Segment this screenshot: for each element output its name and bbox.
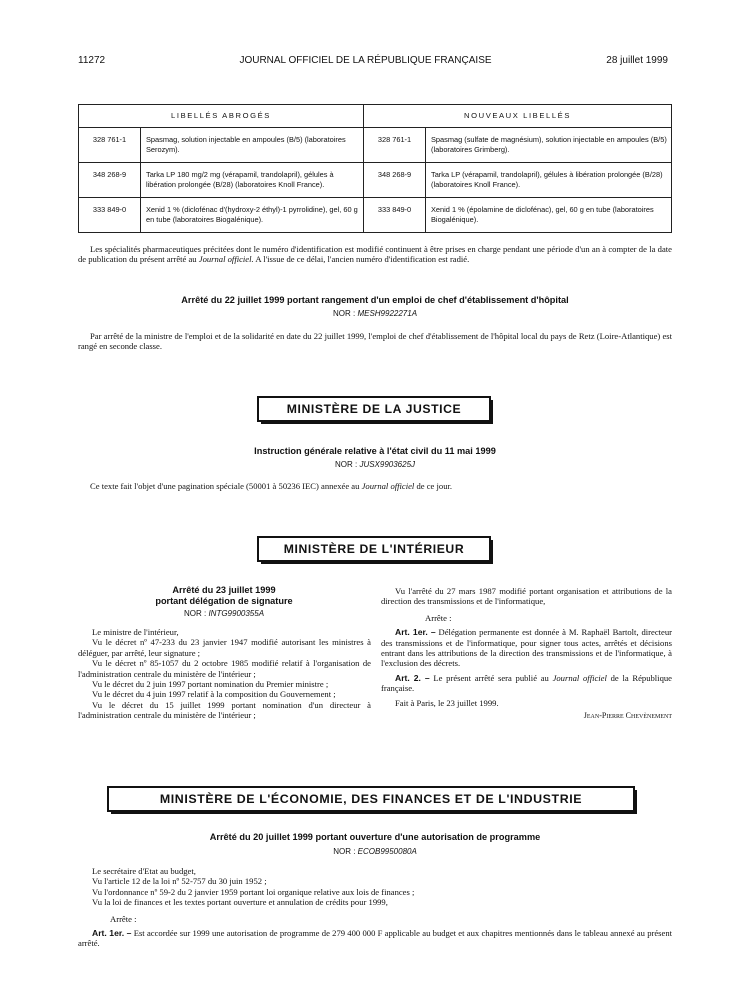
visa-line: Vu le décret du 2 juin 1997 portant nomination du Premier ministre ; bbox=[92, 679, 329, 690]
nor-label: NOR : bbox=[183, 609, 207, 618]
libelle-old: Spasmag, solution injectable en ampoules (B/5) (laboratoires Serozym). bbox=[141, 128, 364, 163]
libelle-new: Spasmag (sulfate de magnésium), solution injectable en ampoules (B/5) (laboratoires Grimberg). bbox=[426, 128, 672, 163]
interieur-left-column bbox=[78, 627, 371, 721]
page-number: 11272 bbox=[78, 55, 106, 66]
visa-line: Vu le décret nº 47-233 du 23 janvier 1947 modifié autorisant les ministres à déléguer, par arrêté, leur signature ; bbox=[78, 637, 371, 658]
visa-line: Vu l'ordonnance nº 59-2 du 2 janvier 1959 portant loi organique relative aux lois de finances ; bbox=[92, 886, 415, 897]
article-1 bbox=[381, 627, 672, 669]
header-date: 28 juillet 1999 bbox=[606, 55, 668, 66]
table-row bbox=[79, 198, 672, 233]
libelles-table bbox=[78, 104, 672, 233]
nor-code: ECOB9950080A bbox=[357, 847, 417, 856]
economie-body bbox=[78, 866, 672, 949]
libelle-new: Tarka LP (vérapamil, trandolapril), gélules à libération prolongée (B/28) (laboratoires Knoll France). bbox=[426, 163, 672, 198]
economie-title: Arrêté du 20 juillet 1999 portant ouverture d'une autorisation de programme bbox=[209, 832, 541, 842]
table-row bbox=[79, 128, 672, 163]
code-old: 348 268-9 bbox=[79, 163, 141, 198]
visa-line: Vu l'arrêté du 27 mars 1987 modifié portant organisation et attributions de la direction des transmissions et de l'informatique, bbox=[381, 586, 672, 607]
interieur-title bbox=[78, 585, 370, 607]
interieur-right-column bbox=[381, 586, 672, 721]
article-2-label: Art. 2. – bbox=[395, 672, 430, 683]
journal-title: JOURNAL OFFICIEL DE LA RÉPUBLIQUE FRANÇAISE bbox=[239, 55, 492, 66]
nor-code: INTG9900355A bbox=[208, 609, 265, 618]
article-2-text-b: de la République française. bbox=[381, 672, 672, 694]
nor-code: MESH9922271A bbox=[357, 309, 418, 318]
justice-text-b: de ce jour. bbox=[416, 481, 453, 491]
ministere-justice-box: MINISTÈRE DE LA JUSTICE bbox=[257, 396, 491, 422]
journal-officiel-ref: Journal officiel. bbox=[198, 254, 254, 265]
visa-line: Vu la loi de finances et les textes portant ouverture et annulation de crédits pour 1999, bbox=[92, 897, 388, 908]
interieur-title-line1: Arrêté du 23 juillet 1999 bbox=[172, 585, 276, 595]
journal-officiel-ref: Journal officiel bbox=[552, 672, 607, 683]
arrete-label: Arrête : bbox=[110, 913, 137, 924]
note-end: A l'issue de ce délai, l'ancien numéro d'identification est radié. bbox=[255, 254, 470, 265]
libelle-old: Tarka LP 180 mg/2 mg (vérapamil, trandolapril), gélules à libération prolongée (B/28) (laboratoires Knoll France). bbox=[141, 163, 364, 198]
signature: Jean-Pierre Chevènement bbox=[583, 711, 672, 721]
article-2 bbox=[381, 673, 672, 694]
justice-title: Instruction générale relative à l'état civil du 11 mai 1999 bbox=[254, 446, 496, 456]
ministere-interieur-box: MINISTÈRE DE L'INTÉRIEUR bbox=[257, 536, 491, 562]
interieur-title-line2: portant délégation de signature bbox=[155, 596, 293, 606]
code-new: 328 761-1 bbox=[364, 128, 426, 163]
code-new: 348 268-9 bbox=[364, 163, 426, 198]
article-1-label: Art. 1er. – bbox=[92, 928, 132, 939]
visa-line: Vu le décret du 4 juin 1997 relatif à la composition du Gouvernement ; bbox=[92, 689, 336, 700]
article-1-label: Art. 1er. – bbox=[395, 627, 436, 638]
nor-code: JUSX9903625J bbox=[359, 460, 416, 469]
fait-a-paris: Fait à Paris, le 23 juillet 1999. bbox=[395, 697, 499, 708]
visa-line: Vu le décret du 15 juillet 1999 portant nomination d'un directeur à l'administration centrale du ministère de l'intérieur ; bbox=[78, 699, 371, 721]
visa-line: Le secrétaire d'Etat au budget, bbox=[92, 866, 196, 876]
arrete-label: Arrête : bbox=[425, 612, 452, 623]
nor-justice bbox=[78, 460, 672, 469]
nor-hopital bbox=[78, 309, 672, 318]
col-header-abroges: LIBELLÉS ABROGÉS bbox=[79, 105, 364, 128]
ministere-economie-box: MINISTÈRE DE L'ÉCONOMIE, DES FINANCES ET DE L'INDUSTRIE bbox=[107, 786, 635, 812]
arrete-hopital-text: Par arrêté de la ministre de l'emploi et de la solidarité en date du 22 juillet 1999, l'emploi de chef d'établissement de l'hôpital local du pays de Retz (Loire-Atlantique) est rangé en seconde classe. bbox=[78, 331, 672, 352]
justice-text bbox=[78, 481, 672, 491]
visa-line: Vu le décret nº 85-1057 du 2 octobre 1985 modifié relatif à l'organisation de l'administration centrale du ministère de l'intérieur ; bbox=[78, 658, 371, 679]
journal-officiel-ref: Journal officiel bbox=[361, 481, 415, 491]
article-1-text: Est accordée sur 1999 une autorisation de programme de 279 400 000 F applicable au budget et aux chapitres mentionnés dans le tableau annexé au présent arrêté. bbox=[78, 928, 673, 949]
note-text: Les spécialités pharmaceutiques précitées dont le numéro d'identification est modifié continuent à être prises en charge pendant une période d'un an à compter de la date de publication du présent arrêté au bbox=[78, 244, 672, 265]
article-1 bbox=[78, 928, 672, 949]
nor-label: NOR : bbox=[333, 847, 356, 856]
nor-label: NOR : bbox=[332, 309, 356, 318]
libelle-new: Xenid 1 % (épolamine de diclofénac), gel, 60 g en tube (laboratoires Biogalénique). bbox=[426, 198, 672, 233]
code-old: 328 761-1 bbox=[79, 128, 141, 163]
visa-line: Vu l'article 12 de la loi nº 52-757 du 30 juin 1952 ; bbox=[92, 876, 267, 887]
note-specialites bbox=[78, 244, 672, 265]
nor-economie bbox=[78, 847, 672, 856]
nor-interieur bbox=[78, 609, 370, 618]
article-1-text: Délégation permanente est donnée à M. Raphaël Bartolt, directeur des transmissions et de l'informatique, pour signer tous actes, arrêtés et décisions entrant dans les attributions de la direction des transmissions et de l'informatique, à l'exclusion des décrets. bbox=[381, 627, 673, 669]
code-new: 333 849-0 bbox=[364, 198, 426, 233]
table-row bbox=[79, 163, 672, 198]
justice-text-a: Ce texte fait l'objet d'une pagination spéciale (50001 à 50236 IEC) annexée au bbox=[90, 481, 360, 491]
col-header-nouveaux: NOUVEAUX LIBELLÉS bbox=[364, 105, 672, 128]
nor-label: NOR : bbox=[334, 460, 358, 469]
arrete-hopital-title: Arrêté du 22 juillet 1999 portant rangement d'un emploi de chef d'établissement d'hôpital bbox=[181, 295, 569, 305]
libelle-old: Xenid 1 % (diclofénac d'(hydroxy-2 éthyl)-1 pyrrolidine), gel, 60 g en tube (laboratoires Biogalénique). bbox=[141, 198, 364, 233]
code-old: 333 849-0 bbox=[79, 198, 141, 233]
visa-line: Le ministre de l'intérieur, bbox=[92, 627, 179, 637]
article-2-text-a: Le présent arrêté sera publié au bbox=[433, 672, 549, 683]
